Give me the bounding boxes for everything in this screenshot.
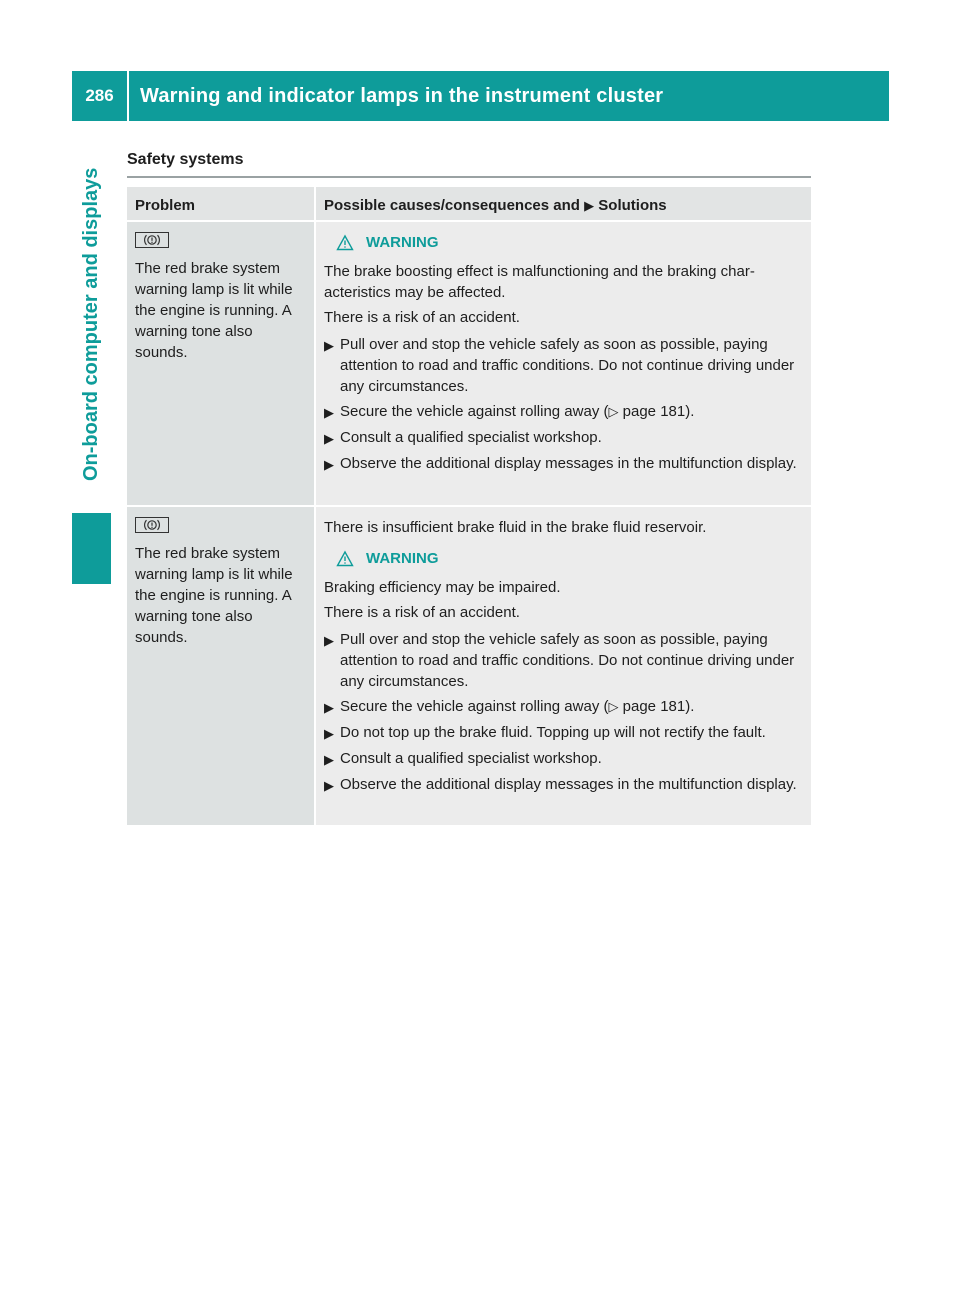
chapter-label: On-board computer and displays [80, 167, 102, 481]
solution-step: ▶ Observe the additional display messages in the multifunction display. [324, 453, 803, 475]
problem-cell [127, 222, 314, 505]
risk-text: There is a risk of an accident. [324, 604, 520, 621]
solution-cell [314, 507, 811, 825]
problem-text: The red brake system warning lamp is lit while the engine is running. A warning tone also sounds. [135, 545, 293, 646]
header-problem: Problem [135, 197, 196, 214]
warning-triangle-icon [336, 550, 354, 568]
page-number: 286 [85, 86, 114, 105]
chapter-side-tab [72, 121, 111, 584]
step-arrow-icon: ▶ [324, 457, 334, 472]
solution-step: ▶ Consult a qualified specialist workshop. [324, 427, 803, 449]
page-reference-link[interactable]: page 181). [622, 698, 695, 715]
problem-solution-table [127, 187, 811, 825]
table-row [127, 220, 811, 505]
brake-warning-icon [135, 232, 169, 248]
solution-step: ▶ Observe the additional display messages in the multifunction display. [324, 774, 803, 796]
warning-text: The brake boosting effect is malfunctioning and the braking char-acteristics may be affected. [324, 263, 755, 301]
solution-step: ▶ Pull over and stop the vehicle safely as soon as possible, paying attention to road and traffic conditions. Do not continue driving under any circumstances. [324, 631, 795, 690]
warning-triangle-icon [336, 234, 354, 252]
solution-step [324, 401, 803, 423]
step-arrow-icon: ▶ [324, 700, 334, 715]
page-title: Warning and indicator lamps in the instrument cluster [140, 85, 664, 107]
section-title: Safety systems [127, 151, 244, 168]
page-ref-icon: ▷ [608, 404, 619, 419]
step-arrow-icon: ▶ [324, 405, 334, 420]
problem-text: The red brake system warning lamp is lit while the engine is running. A warning tone also sounds. [135, 260, 293, 361]
step-arrow-icon: ▶ [324, 431, 334, 446]
step-arrow-icon: ▶ [324, 726, 334, 741]
solution-step [324, 696, 803, 718]
chapter-color-block [72, 513, 111, 584]
header-causes [314, 187, 811, 220]
warning-label: WARNING [366, 550, 439, 567]
table-header [127, 187, 811, 220]
risk-text: There is a risk of an accident. [324, 309, 520, 326]
cause-text: There is insufficient brake fluid in the brake fluid reservoir. [324, 519, 707, 536]
solution-step: ▶ Consult a qualified specialist workshop. [324, 748, 803, 770]
step-arrow-icon: ▶ [324, 752, 334, 767]
step-arrow-icon: ▶ [324, 338, 334, 353]
warning-heading [324, 232, 803, 253]
solution-step: ▶ Pull over and stop the vehicle safely as soon as possible, paying attention to road and traffic conditions. Do not continue driving under any circumstances. [324, 336, 795, 395]
step-text: Secure the vehicle against rolling away ( [340, 698, 609, 715]
warning-heading [324, 548, 803, 569]
solution-step: ▶ Do not top up the brake fluid. Topping up will not rectify the fault. [324, 722, 803, 744]
problem-cell [127, 507, 314, 825]
warning-text: Braking efficiency may be impaired. [324, 579, 561, 596]
header-solutions-text: Solutions [598, 197, 667, 214]
section-divider [127, 176, 811, 178]
header-divider [127, 71, 129, 121]
solution-cell [314, 222, 811, 505]
step-arrow-icon: ▶ [324, 633, 334, 648]
brake-warning-icon [135, 517, 169, 533]
step-arrow-icon: ▶ [324, 778, 334, 793]
page-header [72, 71, 889, 121]
table-row [127, 505, 811, 825]
page-reference-link[interactable]: page 181). [622, 403, 695, 420]
warning-label: WARNING [366, 234, 439, 251]
play-arrow-icon: ▶ [584, 198, 595, 213]
step-text: Secure the vehicle against rolling away ( [340, 403, 609, 420]
header-causes-text: Possible causes/consequences and [324, 197, 580, 214]
page-ref-icon: ▷ [608, 699, 619, 714]
